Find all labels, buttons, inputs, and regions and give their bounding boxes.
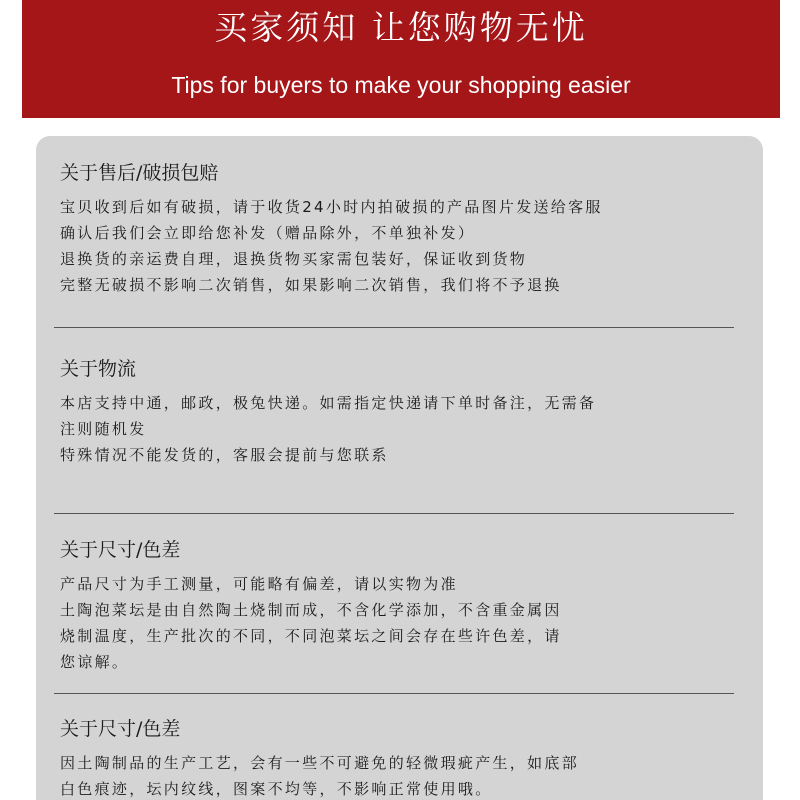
section-text-line: 宝贝收到后如有破损，请于收货24小时内拍破损的产品图片发送给客服 (60, 198, 603, 216)
section-divider (54, 327, 734, 328)
notice-card (36, 136, 763, 800)
page-subtitle: Tips for buyers to make your shopping easier (171, 72, 631, 98)
section-title: 关于售后/破损包赔 (60, 162, 219, 184)
section-text-line: 烧制温度，生产批次的不同，不同泡菜坛之间会存在些许色差，请 (60, 627, 562, 645)
section-text-line: 您谅解。 (60, 653, 130, 671)
section-text-line: 特殊情况不能发货的，客服会提前与您联系 (60, 446, 389, 464)
section-title: 关于物流 (60, 358, 137, 380)
section-text-line: 完整无破损不影响二次销售，如果影响二次销售，我们将不予退换 (60, 276, 562, 294)
section-text-line: 本店支持中通，邮政，极兔快递。如需指定快递请下单时备注，无需备 (60, 394, 597, 412)
section-after-sales (60, 160, 750, 298)
header-banner (22, 0, 780, 118)
section-text-line: 退换货的亲运费自理，退换货物买家需包装好，保证收到货物 (60, 250, 528, 268)
section-text-line: 白色痕迹，坛内纹线，图案不均等，不影响正常使用哦。 (60, 780, 493, 798)
section-divider (54, 693, 734, 694)
section-size-color-defects (60, 716, 750, 800)
section-divider (54, 513, 734, 514)
section-text-line: 因土陶制品的生产工艺，会有一些不可避免的轻微瑕疵产生，如底部 (60, 754, 580, 772)
section-logistics (60, 356, 750, 468)
section-title: 关于尺寸/色差 (60, 718, 181, 740)
section-title: 关于尺寸/色差 (60, 539, 181, 561)
section-text-line: 注则随机发 (60, 420, 147, 438)
section-text-line: 确认后我们会立即给您补发（赠品除外，不单独补发） (60, 224, 476, 242)
section-text-line: 产品尺寸为手工测量，可能略有偏差，请以实物为准 (60, 575, 458, 593)
section-text-line: 土陶泡菜坛是由自然陶土烧制而成，不含化学添加，不含重金属因 (60, 601, 562, 619)
section-size-color (60, 537, 750, 675)
page-title: 买家须知 让您购物无忧 (214, 8, 588, 47)
